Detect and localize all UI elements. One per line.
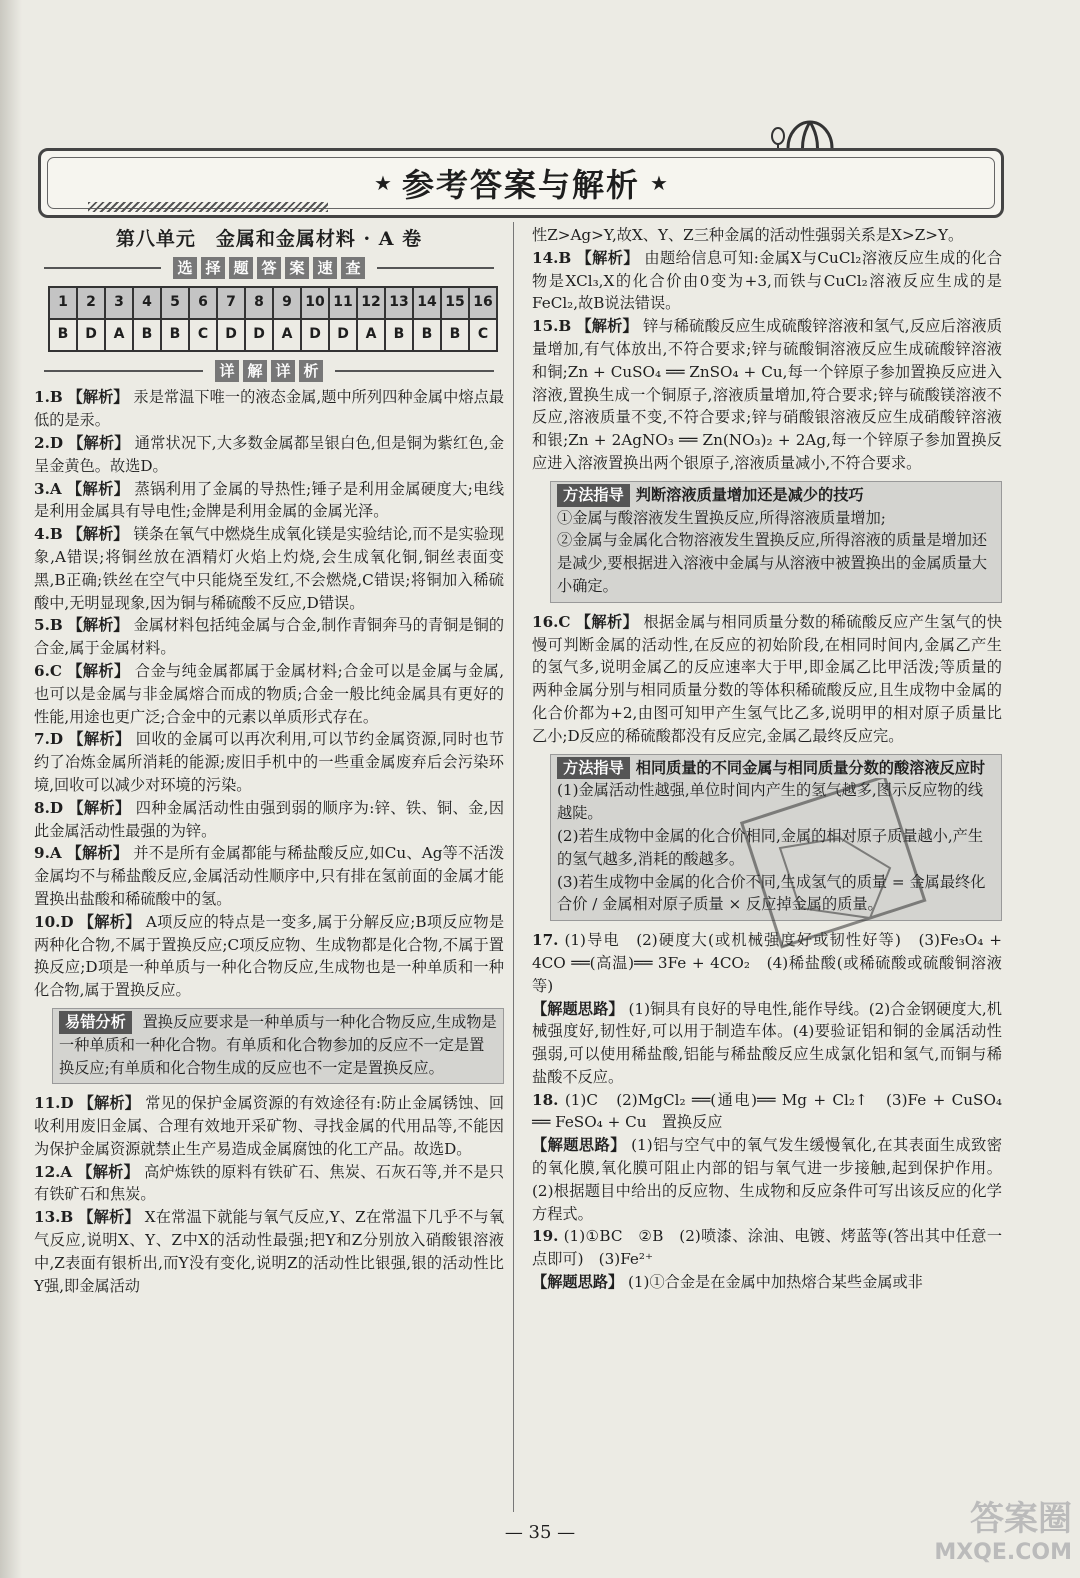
item-text: 蒸锅利用了金属的导热性;锤子是利用金属硬度大;电线是利用金属具有导电性;金牌是利用金属的金属光泽。	[34, 479, 505, 521]
answer-item	[34, 432, 504, 478]
item-tag: 【解析】	[576, 317, 638, 336]
answer-item	[532, 315, 1002, 475]
item-number: 6.C	[34, 661, 62, 680]
answer-table	[48, 286, 498, 352]
answer-cell: C	[469, 319, 497, 351]
answer-cell: B	[441, 319, 469, 351]
answer-cell: A	[273, 319, 301, 351]
heading-char: 解	[243, 360, 267, 382]
answer-item	[34, 797, 504, 843]
item-number: 17.	[532, 931, 559, 950]
answer-item	[34, 614, 504, 660]
bulb-label: 方法指导	[557, 484, 630, 507]
question-number-cell: 5	[161, 287, 189, 319]
item-text: 金属材料包括纯金属与合金,制作青铜奔马的青铜是铜的合金,属于金属材料。	[34, 616, 505, 658]
star-icon: ★	[650, 171, 668, 195]
answer-cell: A	[357, 319, 385, 351]
heading-char: 查	[341, 257, 365, 279]
box-title: 相同质量的不同金属与相同质量分数的酸溶液反应时	[635, 758, 986, 777]
item-text: 常见的保护金属资源的有效途径有:防止金属锈蚀、回收利用废旧金属、合理有效地开采矿物、寻找金属的代用品等,不能因为保护金属资源就禁止生产易造成金属腐蚀的化工产品。故选D。	[34, 1094, 505, 1158]
page-number: — 35 —	[504, 1522, 576, 1543]
item-text: (1)①合金是在金属中加热熔合某些金属或非	[627, 1273, 923, 1292]
box-text: 置换反应要求是一种单质与一种化合物反应,生成物是一种单质和一种化合物。有单质和化合物参加的反应不一定是置换反应;有单质和化合物生成的反应也不一定是置换反应。	[59, 1012, 497, 1077]
answer-item	[532, 1225, 1002, 1271]
item-tag: 【解析】	[67, 661, 130, 680]
question-number-cell: 12	[357, 287, 385, 319]
item-text: 锌与稀硫酸反应生成硫酸锌溶液和氢气,反应后溶液质量增加,有气体放出,不符合要求;锌与硫酸铜溶液反应生成硫酸锌溶液和铜;Zn + CuSO₄ ══ ZnSO₄ + Cu,每一个锌原子参加置换反应进入溶液,置换生成一个铜原子,溶液质量增加,符合要求;锌与硫酸镁溶液不反应,溶液质量不变,不符合要求;锌与硝酸银溶液反应生成硝酸锌溶液和银;Zn + 2AgNO₃ ══ Zn(NO₃)₂ + 2Ag,每一个锌原子参加置换反应进入溶液置换出两个银原子,溶液质量减小,不符合要求。	[532, 317, 1003, 472]
question-number-cell: 2	[77, 287, 105, 319]
box-line: ②金属与金属化合物溶液发生置换反应,所得溶液的质量是增加还是减少,要根据进入溶液中金属与从溶液中被置换出的金属质量大小确定。	[557, 531, 988, 595]
item-number: 11.D	[34, 1094, 74, 1113]
heading-char: 析	[299, 360, 323, 382]
item-text: (1)铜具有良好的导电性,能作导线。(2)合金钢硬度大,机械强度好,韧性好,可以用于制造车体。(4)要验证铝和铜的金属活动性强弱,可以使用稀盐酸,铝能与稀盐酸反应生成氯化铝和氢气,而铜与稀盐酸不反应。	[532, 999, 1002, 1086]
item-text: 汞是常温下唯一的液态金属,题中所列四种金属中熔点最低的是汞。	[34, 388, 505, 430]
item-text: 高炉炼铁的原料有铁矿石、焦炭、石灰石等,并不是只有铁矿石和焦炭。	[34, 1162, 505, 1204]
left-column	[34, 224, 504, 1297]
item-tag: 【解析】	[68, 433, 130, 452]
answer-cell: B	[49, 319, 77, 351]
heading-char: 答	[257, 257, 281, 279]
question-number-cell: 15	[441, 287, 469, 319]
answer-cell: D	[329, 319, 357, 351]
item-number: 19.	[532, 1227, 559, 1246]
answer-cell: A	[105, 319, 133, 351]
method-guide-box-1	[550, 481, 1002, 603]
item-text: 通常状况下,大多数金属都呈银白色,但是铜为紫红色,金呈金黄色。故选D。	[34, 433, 505, 475]
question-number-cell: 13	[385, 287, 413, 319]
answer-cell: D	[77, 319, 105, 351]
item-tag: 【解析】	[68, 730, 131, 749]
item-number: 7.D	[34, 730, 64, 749]
question-number-cell: 14	[413, 287, 441, 319]
item-number: 5.B	[34, 616, 63, 635]
question-number-cell: 1	[49, 287, 77, 319]
item-number: 4.B	[34, 525, 63, 544]
answer-item	[532, 247, 1002, 315]
item-tag: 【解析】	[78, 912, 141, 931]
item-text: 由题给信息可知:金属X与CuCl₂溶液反应生成的化合物是XCl₃,X的化合价由0变为+3,而铁与CuCl₂溶液反应生成的是FeCl₂,故B说法错误。	[532, 248, 1003, 313]
question-number-cell: 3	[105, 287, 133, 319]
heading-char: 速	[313, 257, 337, 279]
answer-item	[532, 611, 1002, 748]
box-line: ①金属与酸溶液发生置换反应,所得溶液质量增加;	[557, 508, 886, 527]
detail-heading	[34, 360, 504, 383]
item-tag: 【解析】	[576, 248, 640, 267]
answer-item	[532, 224, 1002, 247]
question-number-cell: 10	[301, 287, 329, 319]
item-tag: 【解析】	[67, 616, 129, 635]
item-text: 镁条在氧气中燃烧生成氧化镁是实验结论,而不是实验现象,A错误;将铜丝放在酒精灯火焰上灼烧,会生成氧化铜,铜丝表面变黑,B正确;铁丝在空气中只能烧至发红,不会燃烧,C错误;将铜加入稀硫酸中,无明显现象,因为铜与稀硫酸不反应,D错误。	[34, 525, 505, 612]
question-number-cell: 8	[245, 287, 273, 319]
quick-answer-heading	[34, 257, 504, 280]
item-text: (1)导电 (2)硬度大(或机械强度好或韧性好等) (3)Fe₃O₄ + 4CO ══(高温)══ 3Fe + 4CO₂ (4)稀盐酸(或稀硫酸或硫酸铜溶液等)	[532, 931, 1003, 995]
heading-char: 选	[173, 257, 197, 279]
answer-item	[34, 386, 504, 432]
item-number: 9.A	[34, 844, 62, 863]
item-text: A项反应的特点是一变多,属于分解反应;B项反应物是两种化合物,不属于置换反应;C项反应物、生成物都是化合物,不属于置换反应;D项是一种单质与一种化合物反应,生成物也是一种单质和一种化合物,属于置换反应。	[34, 912, 505, 1000]
answer-cell: B	[161, 319, 189, 351]
binding-shadow	[0, 0, 22, 1578]
item-text: 回收的金属可以再次利用,可以节约金属资源,同时也节约了冶炼金属所消耗的能源;废旧手机中的一些重金属废弃后会污染环境,回收可以减少对环境的污染。	[34, 730, 505, 794]
item-number: 8.D	[34, 798, 64, 817]
heading-char: 详	[271, 360, 295, 382]
heading-char: 案	[285, 257, 309, 279]
item-tag: 【解题思路】	[532, 1136, 626, 1155]
answer-item	[34, 842, 504, 910]
heading-char: 详	[215, 360, 239, 382]
item-number: 15.B	[532, 317, 572, 336]
item-tag: 【解析】	[77, 1162, 140, 1181]
error-analysis-box	[52, 1008, 504, 1084]
question-number-cell: 9	[273, 287, 301, 319]
question-number-cell: 16	[469, 287, 497, 319]
seal-stamp	[720, 778, 940, 958]
box-line: (2)若生成物中金属的化合价相同,金属的相对原子质量越小,产生的氢气越多,消耗的酸越多。	[557, 826, 984, 868]
item-text: X在常温下就能与氧气反应,Y、Z在常温下几乎不与氧气反应,说明X、Y、Z中X的活动性最强;把Y和Z分别放入硝酸银溶液中,Z表面有银析出,而Y没有变化,说明Z的活动性比银强,银的活动性比Y强,即金属活动	[34, 1208, 505, 1295]
answer-cell: B	[385, 319, 413, 351]
site-watermark: 答案圈 MXQE.COM	[934, 1499, 1072, 1565]
answer-cell: D	[245, 319, 273, 351]
item-number: 16.C	[532, 612, 571, 631]
box-title: 判断溶液质量增加还是减少的技巧	[635, 485, 864, 504]
answer-cell: B	[413, 319, 441, 351]
item-number: 10.D	[34, 912, 74, 931]
item-number: 1.B	[34, 388, 63, 407]
column-divider	[513, 222, 514, 1512]
item-text: (1)C (2)MgCl₂ ══(通电)══ Mg + Cl₂↑ (3)Fe + CuSO₄ ══ FeSO₄ + Cu 置换反应	[532, 1090, 1003, 1132]
question-number-cell: 6	[189, 287, 217, 319]
answer-item	[532, 998, 1002, 1089]
item-number: 2.D	[34, 433, 64, 452]
item-text: 并不是所有金属都能与稀盐酸反应,如Cu、Ag等不活泼金属均不与稀盐酸反应,金属活动性顺序中,只有排在氢前面的金属才能置换出盐酸和稀硫酸中的氢。	[34, 844, 505, 908]
answer-item	[34, 1206, 504, 1297]
item-tag: 【解析】	[78, 1208, 140, 1227]
item-number: 14.B	[532, 248, 572, 267]
answer-item	[34, 728, 504, 796]
answer-item	[34, 523, 504, 614]
item-number: 3.A	[34, 479, 62, 498]
heading-char: 题	[229, 257, 253, 279]
item-number: 18.	[532, 1090, 559, 1109]
item-text: 性Z>Ag>Y,故X、Y、Z三种金属的活动性强弱关系是X>Z>Y。	[532, 226, 964, 244]
answer-cell: B	[133, 319, 161, 351]
answer-item	[34, 1092, 504, 1160]
answer-item	[34, 911, 504, 1002]
item-text: 根据金属与相同质量分数的稀硫酸反应产生氢气的快慢可判断金属的活动性,在反应的初始阶段,在相同时间内,金属乙产生的氢气多,说明金属乙的反应速率大于甲,即金属乙比甲活泼;等质量的两种金属分别与相同质量分数的等体积稀硫酸反应,且生成物中金属的化合价都为+2,由图可知甲产生氢气比乙多,说明甲的相对原子质量比乙小;D反应的稀硫酸都没有反应完,金属乙最终反应完。	[532, 612, 1003, 745]
item-tag: 【解题思路】	[532, 1273, 624, 1292]
question-number-cell: 11	[329, 287, 357, 319]
star-icon: ★	[374, 171, 392, 195]
item-text: (1)①BC ②B (2)喷漆、涂油、电镀、烤蓝等(答出其中任意一点即可) (3)Fe²⁺	[532, 1227, 1003, 1269]
item-text: (1)铝与空气中的氧气发生缓慢氧化,在其表面生成致密的氧化膜,氧化膜可阻止内部的铝与氧气进一步接触,起到保护作用。(2)根据题目中给出的反应物、生成物和反应条件可写出该反应的化学方程式。	[532, 1136, 1003, 1223]
item-number: 12.A	[34, 1162, 73, 1181]
box-line: (3)若生成物中金属的化合价不同,生成氢气的质量 = 金属最终化合价 / 金属相对原子质量 × 反应掉金属的质量。	[557, 872, 986, 914]
answer-item	[532, 1134, 1002, 1225]
item-tag: 【解题思路】	[532, 999, 624, 1018]
bulb-label: 易错分析	[59, 1011, 132, 1034]
box-line: (1)金属活动性越强,单位时间内产生的氢气越多,图示反应物的线越陡。	[557, 781, 984, 823]
item-tag: 【解析】	[67, 388, 129, 407]
right-column	[532, 224, 1002, 1294]
heading-char: 择	[201, 257, 225, 279]
answer-cell: C	[189, 319, 217, 351]
item-text: 四种金属活动性由强到弱的顺序为:锌、铁、铜、金,因此金属活动性最强的为锌。	[34, 798, 505, 840]
answer-cell: D	[301, 319, 329, 351]
answer-item	[34, 1161, 504, 1207]
item-tag: 【解析】	[68, 798, 131, 817]
item-tag: 【解析】	[575, 612, 639, 631]
answer-item	[532, 1089, 1002, 1135]
item-tag: 【解析】	[66, 844, 129, 863]
item-tag: 【解析】	[67, 525, 129, 544]
item-text: 合金与纯金属都属于金属材料;合金可以是金属与金属,也可以是金属与非金属熔合而成的物质;合金一般比纯金属具有更好的性能,用途也更广泛;合金中的元素以单质形式存在。	[34, 661, 505, 726]
page-title: 参考答案与解析	[401, 166, 640, 204]
question-number-cell: 4	[133, 287, 161, 319]
bulb-label: 方法指导	[557, 757, 630, 780]
answer-item	[34, 478, 504, 524]
unit-title: 第八单元 金属和金属材料 · A 卷	[115, 228, 423, 250]
answer-item	[34, 660, 504, 728]
item-tag: 【解析】	[66, 479, 130, 498]
item-number: 13.B	[34, 1208, 74, 1227]
item-tag: 【解析】	[78, 1094, 141, 1113]
hatch-decoration	[88, 202, 328, 212]
question-number-cell: 7	[217, 287, 245, 319]
answer-item	[532, 1271, 1002, 1294]
answer-cell: D	[217, 319, 245, 351]
